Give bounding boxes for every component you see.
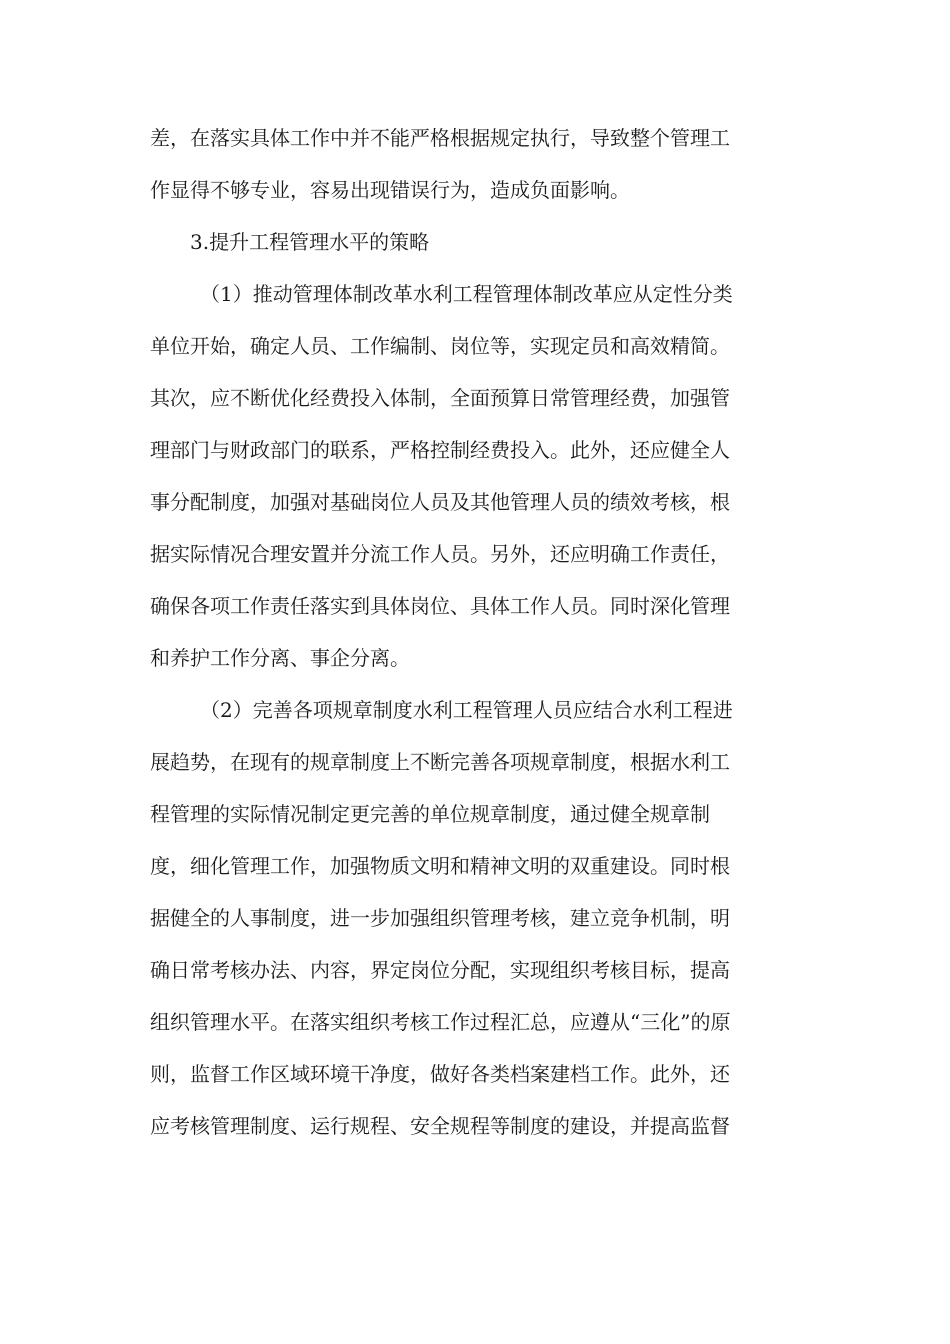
- text-line: 作显得不够专业，容易出现错误行为，造成负面影响。: [150, 178, 630, 202]
- text-line: 则，监督工作区域环境干净度，做好各类档案建档工作。此外，还: [150, 1062, 730, 1086]
- text-line: 和养护工作分离、事企分离。: [150, 646, 410, 670]
- paragraph-first-line: （2）完善各项规章制度水利工程管理人员应结合水利工程进: [200, 698, 733, 722]
- text-line: 据实际情况合理安置并分流工作人员。另外，还应明确工作责任，: [150, 542, 730, 566]
- text-line: 单位开始，确定人员、工作编制、岗位等，实现定员和高效精简。: [150, 334, 730, 358]
- text-line: 理部门与财政部门的联系，严格控制经费投入。此外，还应健全人: [150, 438, 730, 462]
- text-line: 度，细化管理工作，加强物质文明和精神文明的双重建设。同时根: [150, 854, 730, 878]
- text-line: 确保各项工作责任落实到具体岗位、具体工作人员。同时深化管理: [150, 594, 730, 618]
- body-text: [150, 112, 800, 1152]
- text-line: 程管理的实际情况制定更完善的单位规章制度，通过健全规章制: [150, 802, 710, 826]
- section-heading: 3.提升工程管理水平的策略: [190, 230, 430, 254]
- text-line: 据健全的人事制度，进一步加强组织管理考核，建立竞争机制，明: [150, 906, 730, 930]
- text-line: 差，在落实具体工作中并不能严格根据规定执行，导致整个管理工: [150, 126, 730, 150]
- text-line: 其次，应不断优化经费投入体制，全面预算日常管理经费，加强管: [150, 386, 730, 410]
- text-line: 组织管理水平。在落实组织考核工作过程汇总，应遵从“三化”的原: [150, 1010, 731, 1034]
- text-line: 展趋势，在现有的规章制度上不断完善各项规章制度，根据水利工: [150, 750, 730, 774]
- text-line: 事分配制度，加强对基础岗位人员及其他管理人员的绩效考核，根: [150, 490, 730, 514]
- text-line: 应考核管理制度、运行规程、安全规程等制度的建设，并提高监督: [150, 1114, 730, 1138]
- text-line: 确日常考核办法、内容，界定岗位分配，实现组织考核目标，提高: [150, 958, 730, 982]
- paragraph-first-line: （1）推动管理体制改革水利工程管理体制改革应从定性分类: [200, 282, 733, 306]
